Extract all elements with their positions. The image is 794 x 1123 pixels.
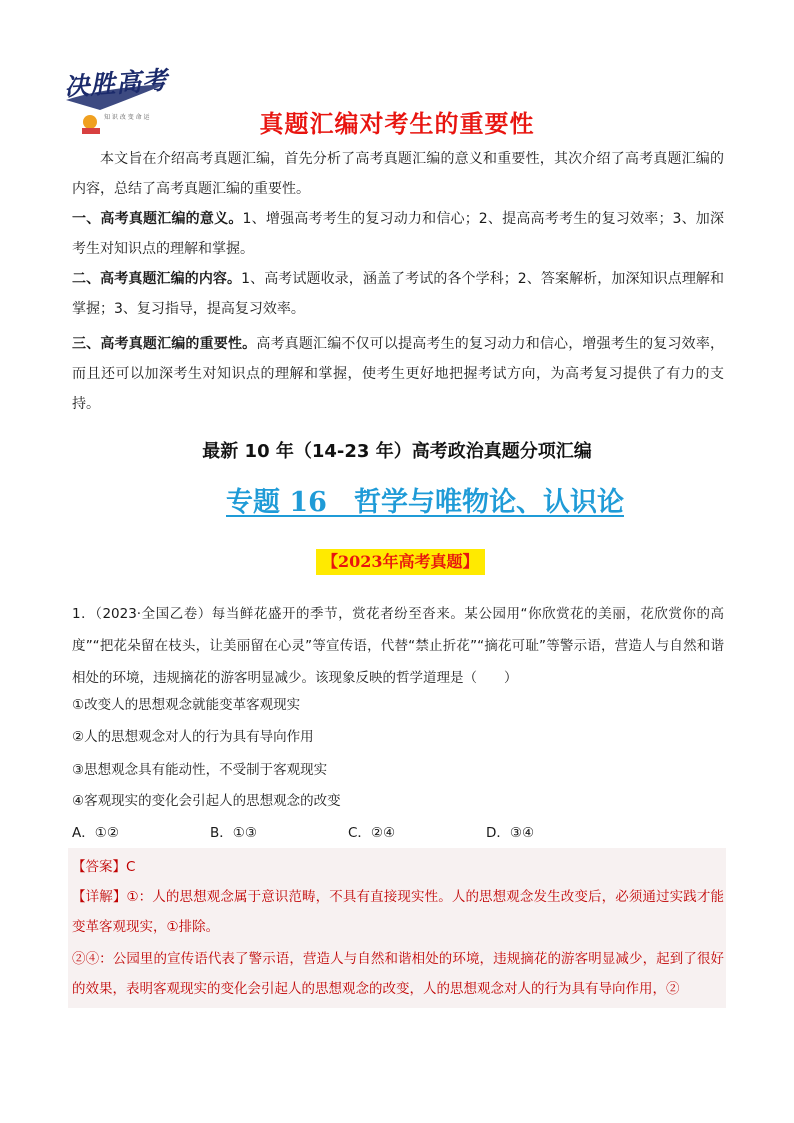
intro-paragraph: 本文旨在介绍高考真题汇编，首先分析了高考真题汇编的意义和重要性，其次介绍了高考真题汇编的内容，总结了高考真题汇编的重要性。	[72, 151, 724, 197]
year-tag	[316, 549, 485, 575]
choice-a[interactable]: A．①②	[72, 825, 119, 841]
choice-d[interactable]: D．③④	[486, 825, 535, 841]
answer-value: C	[126, 859, 136, 875]
topic-title: 专题 16 哲学与唯物论、认识论	[226, 487, 624, 518]
year-tag-open: 【	[322, 552, 339, 571]
year-tag-year: 2023	[338, 552, 383, 571]
section-text: 高考真题汇编不仅可以提高考生的复习动力和信心，增强考生的复习效率，而且还可以加深考生对知识点的理解和掌握，使考生更好地把握考试方向，为高考复习提供了有力的支持。	[72, 336, 724, 412]
collection-title: 最新 10 年（14-23 年）高考政治真题分项汇编	[202, 441, 592, 462]
answer-label: 【答案】	[72, 859, 126, 875]
intro-section-1	[72, 204, 724, 264]
answer-detail-1	[72, 882, 724, 942]
answer-choices	[72, 821, 632, 843]
section-heading: 二、高考真题汇编的内容。	[72, 271, 242, 287]
detail-text: ①：人的思想观念属于意识范畴，不具有直接现实性。人的思想观念发生改变后，必须通过实践才能变革客观现实，①排除。	[72, 889, 725, 935]
logo-text: 决胜高考	[63, 65, 170, 102]
intro-section-3	[72, 329, 724, 419]
question-number: 1．	[72, 606, 96, 622]
choice-c[interactable]: C．②④	[348, 825, 396, 841]
statement-2: ②人的思想观念对人的行为具有导向作用	[72, 729, 314, 745]
page-title: 真题汇编对考生的重要性	[259, 110, 535, 138]
logo-small-text: 知 识 改 变 命 运	[104, 114, 150, 121]
year-tag-label: 年高考真题	[382, 552, 463, 571]
answer-detail-2: ②④：公园里的宣传语代表了警示语，营造人与自然和谐相处的环境，违规摘花的游客明显减少，起到了很好的效果，表明客观现实的变化会引起人的思想观念的改变，人的思想观念对人的行为具有导向作用，②	[72, 951, 724, 997]
choice-b[interactable]: B．①③	[210, 825, 257, 841]
section-text: 1、增强高考考生的复习动力和信心；2、提高高考考生的复习效率；3、加深考生对知识点的理解和掌握。	[72, 211, 724, 257]
detail-label: 【详解】	[72, 889, 127, 905]
question-stem	[72, 598, 724, 694]
answer-line	[72, 852, 724, 882]
section-text: 1、高考试题收录，涵盖了考试的各个学科；2、答案解析，加深知识点理解和掌握；3、复习指导，提高复习效率。	[72, 271, 725, 317]
statement-1: ①改变人的思想观念就能变革客观现实	[72, 697, 301, 713]
section-heading: 三、高考真题汇编的重要性。	[72, 336, 257, 352]
intro-section-2	[72, 264, 724, 324]
statement-4: ④客观现实的变化会引起人的思想观念的改变	[72, 793, 341, 809]
question-text: （2023·全国乙卷）每当鲜花盛开的季节，赏花者纷至沓来。某公园用“你欣赏花的美丽，花欣赏你的高度”“把花朵留在枝头，让美丽留在心灵”等宣传语，代替“禁止折花”“摘花可耻”等警示语，营造人与自然和谐相处的环境，违规摘花的游客明显减少。该现象反映的哲学道理是（ ）	[72, 606, 725, 686]
statement-3: ③思想观念具有能动性，不受制于客观现实	[72, 762, 328, 778]
section-heading: 一、高考真题汇编的意义。	[72, 211, 243, 227]
year-tag-close: 】	[462, 552, 479, 571]
